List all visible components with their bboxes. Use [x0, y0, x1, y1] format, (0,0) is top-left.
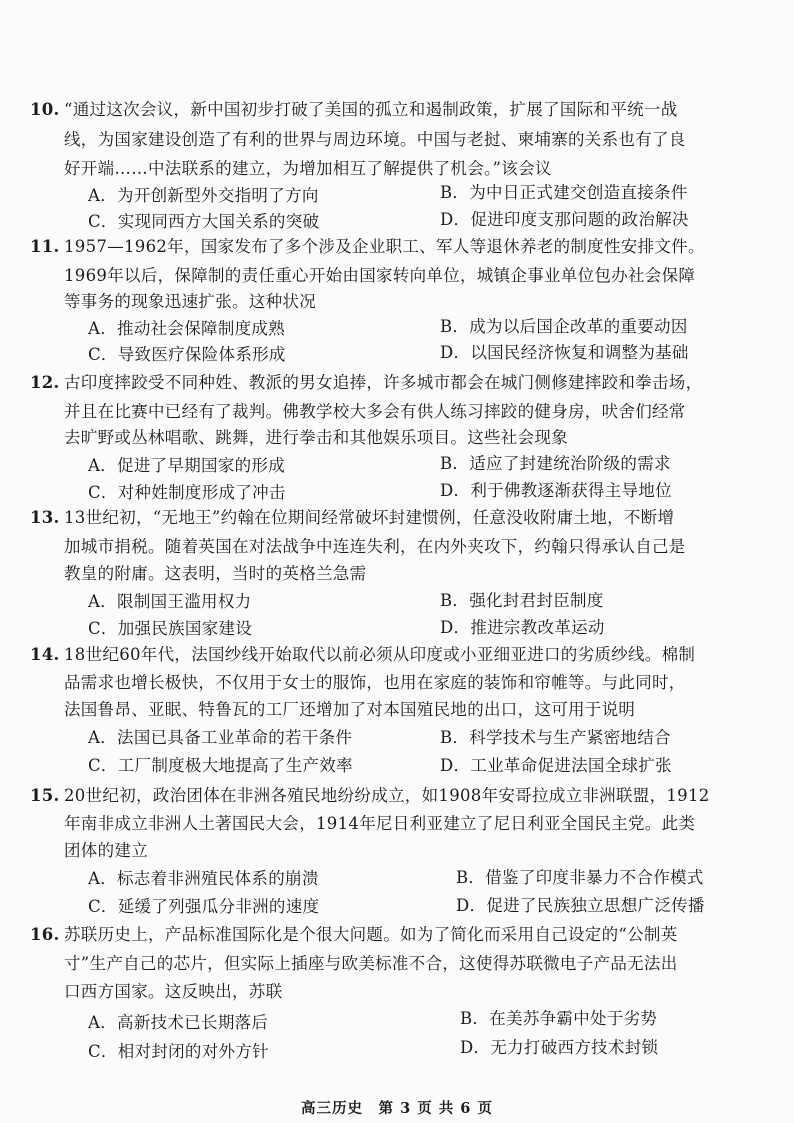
option-c[interactable]: C．导致医疗保险体系形成 [88, 345, 286, 364]
question-text-line: 法国鲁昂、亚眠、特鲁瓦的工厂还增加了对本国殖民地的出口，这可用于说明 [64, 700, 636, 719]
option-a[interactable]: A．法国已具备工业革命的若干条件 [88, 728, 353, 747]
option-a[interactable]: A．高新技术已长期落后 [88, 1013, 269, 1032]
option-b[interactable]: B．适应了封建统治阶级的需求 [440, 454, 671, 473]
option-a[interactable]: A．限制国王滥用权力 [88, 592, 252, 611]
question-text-line: 去旷野或丛林唱歌、跳舞，进行拳击和其他娱乐项目。这些社会现象 [64, 428, 568, 447]
option-d[interactable]: D．推进宗教改革运动 [440, 618, 605, 637]
option-b[interactable]: B．科学技术与生产紧密地结合 [440, 728, 671, 747]
option-a[interactable]: A．推动社会保障制度成熟 [88, 319, 286, 338]
question-text-line: 苏联历史上，产品标准国际化是个很大问题。如为了简化而采用自己设定的“公制英 [64, 925, 678, 944]
question-text-line: 年南非成立非洲人土著国民大会，1914年尼日利亚建立了尼日利亚全国民主党。此类 [64, 814, 696, 833]
question-text-line: 古印度摔跤受不同种姓、教派的男女追捧，许多城市都会在城门侧修建摔跤和拳击场， [64, 373, 703, 392]
question-number: 11. [30, 237, 60, 256]
option-b[interactable]: B．借鉴了印度非暴力不合作模式 [456, 868, 704, 887]
option-d[interactable]: D．促进印度支那问题的政治解决 [440, 210, 689, 229]
question-text-line: 加城市捐税。随着英国在对法战争中连连失利，在内外夹攻下，约翰只得承认自己是 [64, 537, 686, 556]
option-b[interactable]: B．在美苏争霸中处于劣势 [460, 1009, 658, 1028]
question-text-line: 口西方国家。这反映出，苏联 [64, 982, 283, 1001]
option-c[interactable]: C．延缓了列强瓜分非洲的速度 [88, 897, 320, 916]
option-c[interactable]: C．相对封闭的对外方针 [88, 1042, 269, 1061]
question-text-line: 13世纪初，“无地王”约翰在位期间经常破坏封建惯例，任意没收附庸土地，不断增 [64, 508, 675, 527]
question-text-line: 好开端……中法联系的建立，为增加相互了解提供了机会。”该会议 [64, 159, 552, 178]
question-text-line: 1957—1962年，国家发布了多个涉及企业职工、军人等退休养老的制度性安排文件。 [64, 237, 705, 256]
option-b[interactable]: B．强化封君封臣制度 [440, 591, 604, 610]
question-number: 16. [30, 925, 60, 944]
option-d[interactable]: D．以国民经济恢复和调整为基础 [440, 343, 689, 362]
question-number: 13. [30, 508, 60, 527]
option-d[interactable]: D．利于佛教逐渐获得主导地位 [440, 481, 672, 500]
question-text-line: 团体的建立 [64, 841, 148, 860]
question-number: 15. [30, 786, 60, 805]
option-d[interactable]: D．工业革命促进法国全球扩张 [440, 756, 672, 775]
option-d[interactable]: D．无力打破西方技术封锁 [460, 1038, 659, 1057]
question-text-line: 线，为国家建设创造了有利的世界与周边环境。中国与老挝、柬埔寨的关系也有了良 [64, 130, 686, 149]
page-footer: 高三历史 第 3 页 共 6 页 [301, 1100, 493, 1117]
question-text-line: 等事务的现象迅速扩张。这种状况 [64, 292, 316, 311]
option-b[interactable]: B．为中日正式建交创造直接条件 [440, 183, 688, 202]
question-text-line: “通过这次会议，新中国初步打破了美国的孤立和遏制政策，扩展了国际和平统一战 [64, 100, 678, 119]
question-text-line: 寸”生产自己的芯片，但实际上插座与欧美标准不合，这使得苏联微电子产品无法出 [64, 954, 678, 973]
option-a[interactable]: A．促进了早期国家的形成 [88, 456, 286, 475]
option-c[interactable]: C．加强民族国家建设 [88, 619, 253, 638]
question-text-line: 18世纪60年代，法国纱线开始取代以前必须从印度或小亚细亚进口的劣质纱线。棉制 [64, 645, 696, 664]
question-number: 10. [30, 100, 60, 119]
option-a[interactable]: A．为开创新型外交指明了方向 [88, 186, 319, 205]
option-b[interactable]: B．成为以后国企改革的重要动因 [440, 317, 688, 336]
question-text-line: 20世纪初，政治团体在非洲各殖民地纷纷成立，如1908年安哥拉成立非洲联盟，1912 [64, 786, 710, 805]
question-text-line: 教皇的附庸。这表明，当时的英格兰急需 [64, 564, 367, 583]
option-c[interactable]: C．工厂制度极大地提高了生产效率 [88, 756, 353, 775]
question-text-line: 品需求也增长极快，不仅用于女士的服饰，也用在家庭的装饰和帘帷等。与此同时， [64, 673, 686, 692]
question-number: 12. [30, 373, 60, 392]
option-a[interactable]: A．标志着非洲殖民体系的崩溃 [88, 869, 319, 888]
option-c[interactable]: C．实现同西方大国关系的突破 [88, 212, 320, 231]
option-d[interactable]: D．促进了民族独立思想广泛传播 [456, 896, 705, 915]
question-number: 14. [30, 645, 60, 664]
option-c[interactable]: C．对种姓制度形成了冲击 [88, 483, 286, 502]
question-text-line: 并且在比赛中已经有了裁判。佛教学校大多会有供人练习摔跤的健身房，吠舍们经常 [64, 402, 686, 421]
question-text-line: 1969年以后，保障制的责任重心开始由国家转向单位，城镇企事业单位包办社会保障 [64, 266, 696, 285]
